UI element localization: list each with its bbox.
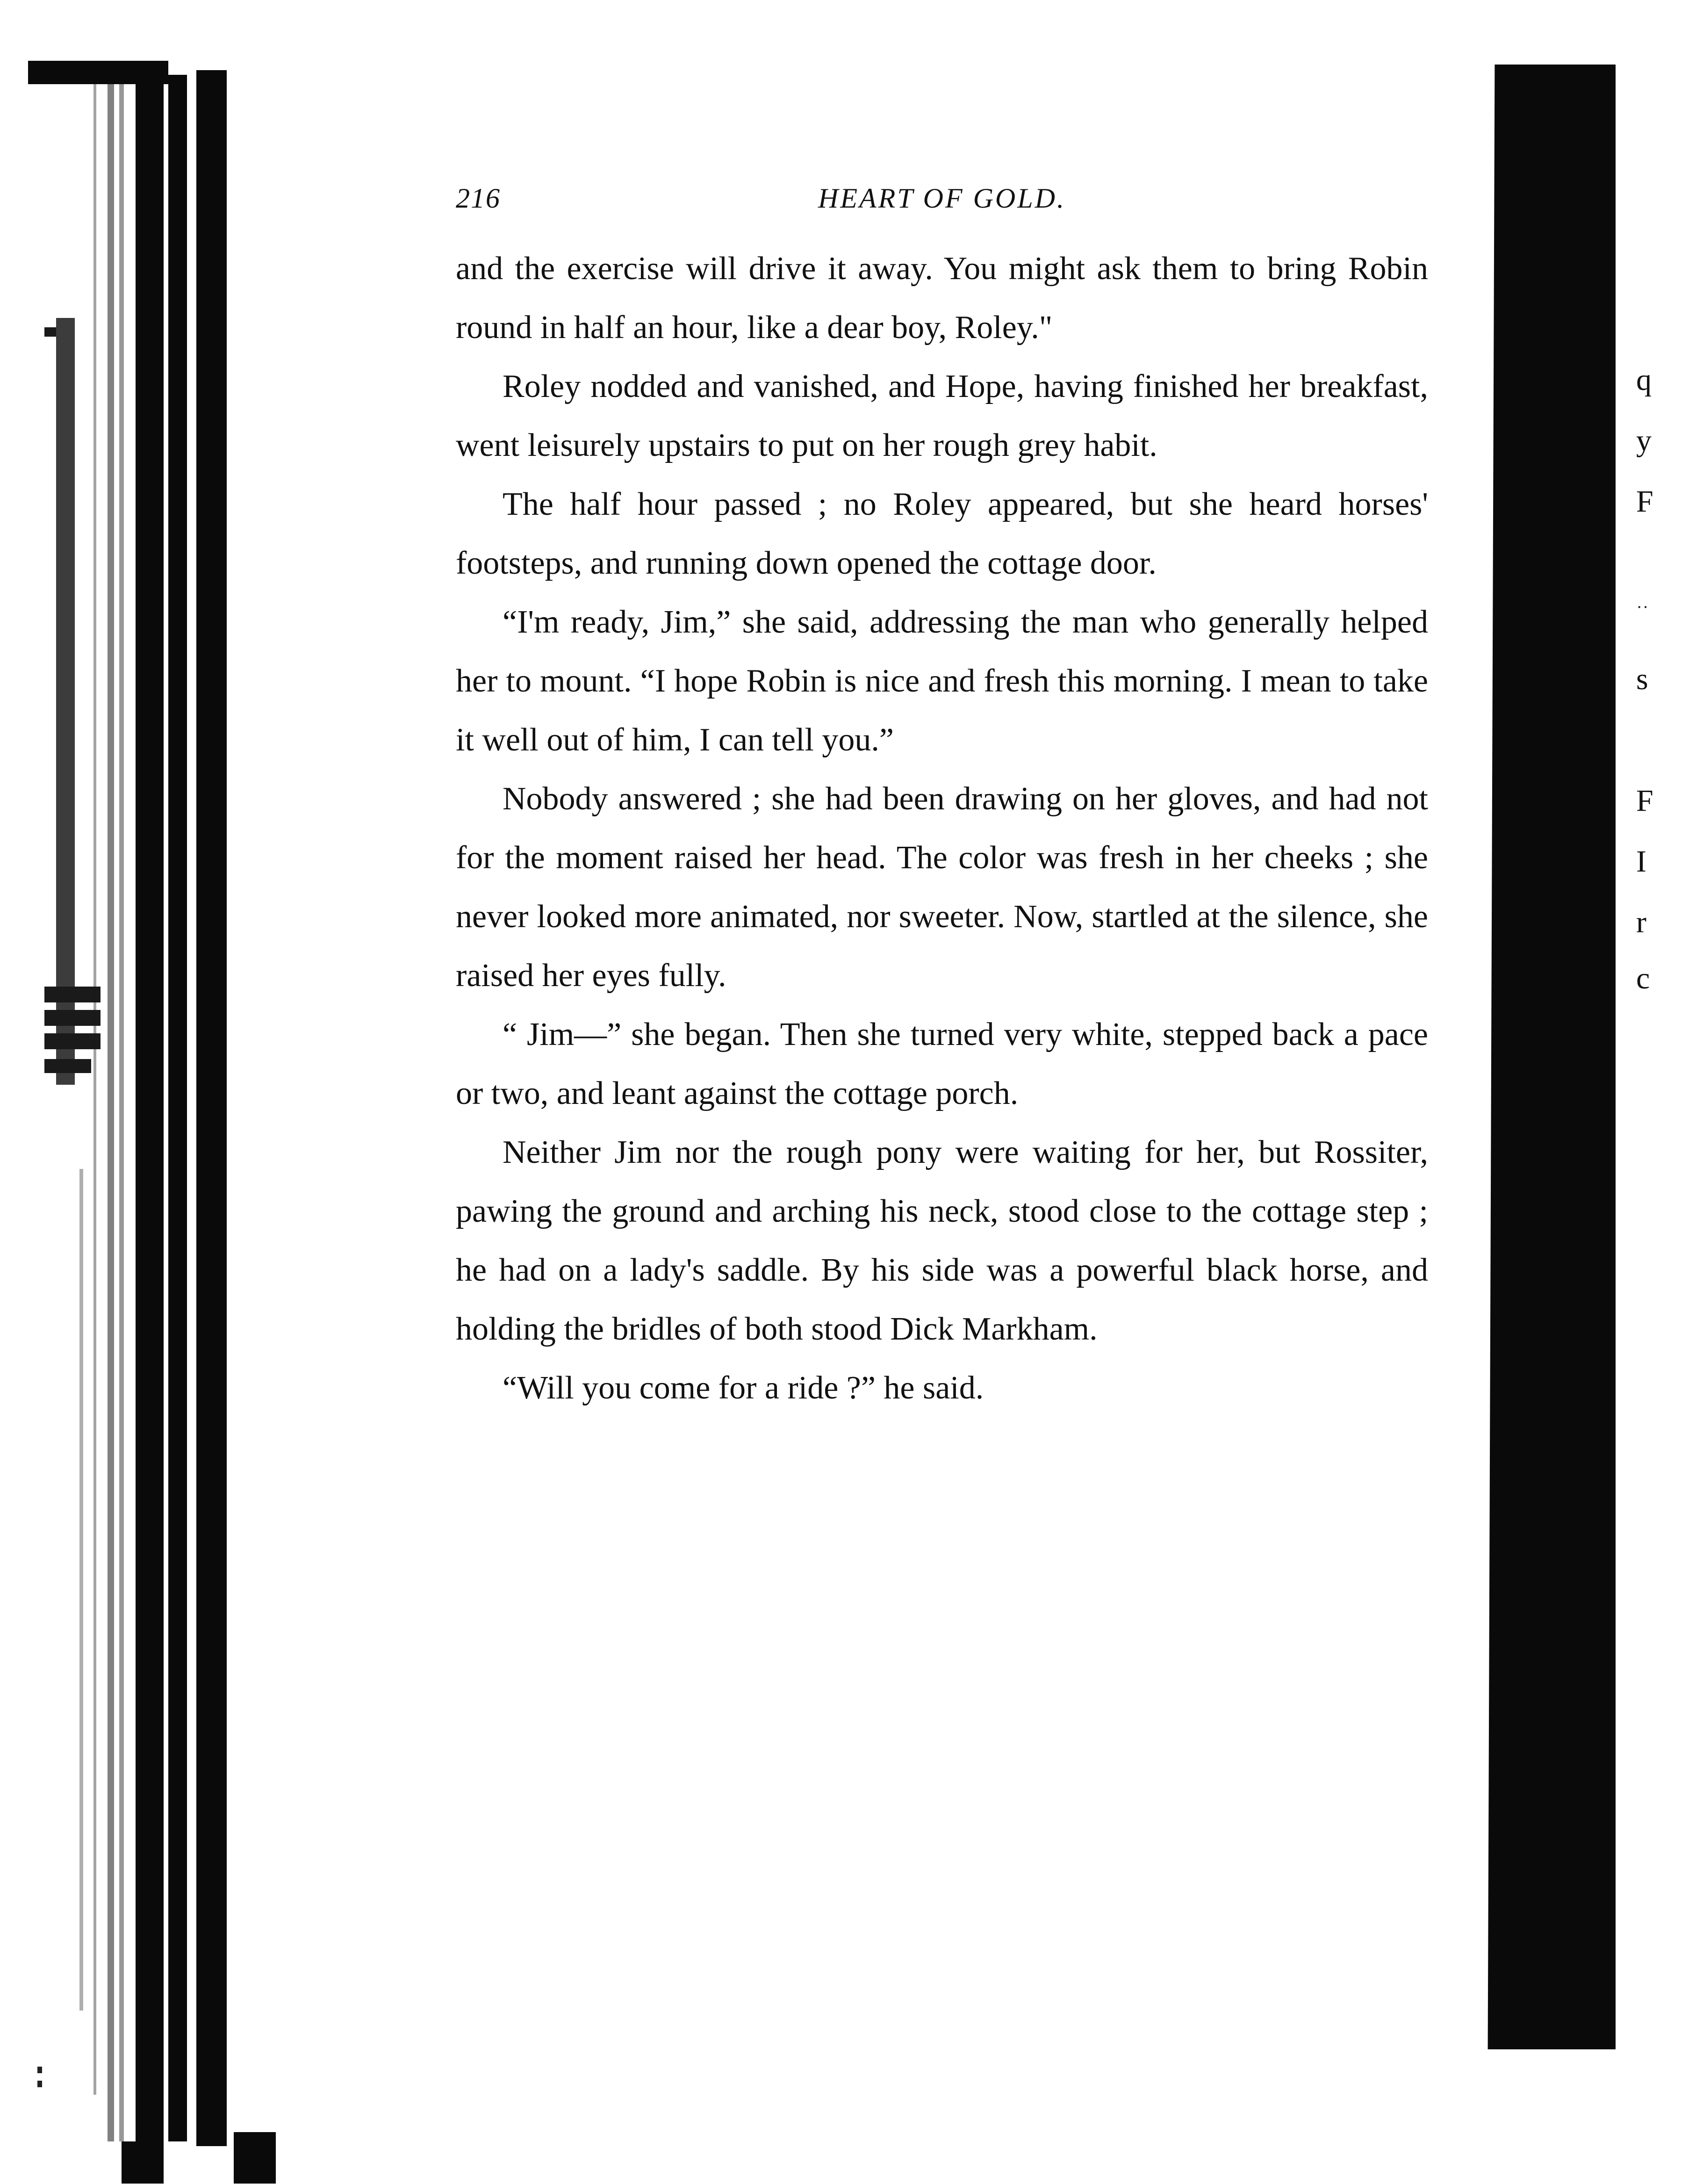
right-scan-edge <box>1495 65 1616 2049</box>
running-title: HEART OF GOLD. <box>818 183 1066 214</box>
bleed-letter: F <box>1636 484 1653 519</box>
paragraph: “ Jim—” she began. Then she turned very white, stepped back a pace or two, and leant against the cottage porch. <box>456 1016 1428 1111</box>
paragraph: Roley nodded and vanished, and Hope, having finished her breakfast, went leisurely upstairs to put on her rough grey habit. <box>456 368 1428 463</box>
page-number: 216 <box>456 183 501 214</box>
bleed-letter: r <box>1636 905 1646 939</box>
book-page <box>456 178 1428 1418</box>
paragraph: and the exercise will drive it away. You might ask them to bring Robin round in half an hour, like a dear boy, Roley." <box>456 251 1428 346</box>
bleed-letter: y <box>1636 424 1652 458</box>
bleed-letter: F <box>1636 784 1653 818</box>
bleed-letter: q <box>1636 363 1652 397</box>
paragraph: The half hour passed ; no Roley appeared, but she heard horses' footsteps, and running down opened the cottage door. <box>456 486 1428 581</box>
paragraph: “I'm ready, Jim,” she said, addressing the man who generally helped her to mount. “I hope Robin is nice and fresh this morning. I mean to take it well out of him, I can tell you.” <box>456 604 1428 758</box>
body-text <box>456 239 1428 1418</box>
left-scan-edge <box>0 0 290 2184</box>
paragraph: “Will you come for a ride ?” he said. <box>503 1370 984 1406</box>
paragraph: Neither Jim nor the rough pony were waiting for her, but Rossiter, pawing the ground and arching his neck, stood close to the cottage step ; he had on a lady's saddle. By his side was a powerful black horse, and holding the bridles of both stood Dick Markham. <box>456 1134 1428 1347</box>
running-head <box>456 178 1428 221</box>
paragraph: Nobody answered ; she had been drawing on her gloves, and had not for the moment raised her head. The color was fresh in her cheeks ; she never looked more animated, nor sweeter. Now, startled at the silence, she raised her eyes fully. <box>456 781 1428 994</box>
bleed-letter: ˙˙ <box>1636 602 1649 623</box>
bleed-letter: I <box>1636 844 1646 879</box>
bleed-letter: c <box>1636 961 1650 995</box>
bleed-letter: s <box>1636 662 1648 696</box>
